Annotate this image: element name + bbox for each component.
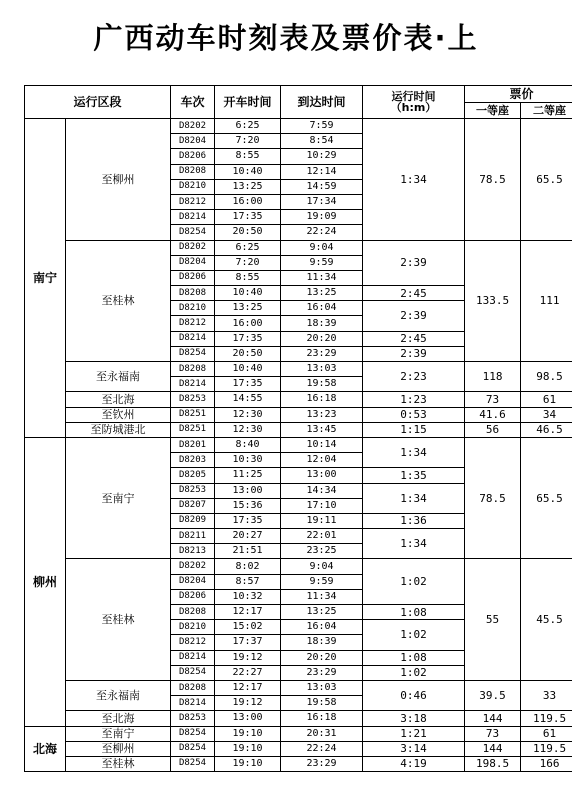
- train-number: D8212: [171, 316, 215, 331]
- arrive-time: 16:04: [281, 301, 363, 316]
- train-number: D8207: [171, 498, 215, 513]
- arrive-time: 18:39: [281, 316, 363, 331]
- depart-time: 19:10: [215, 756, 281, 771]
- arrive-time: 19:58: [281, 696, 363, 711]
- depart-time: 19:10: [215, 741, 281, 756]
- train-number: D8213: [171, 544, 215, 559]
- train-number: D8206: [171, 589, 215, 604]
- first-class-price: 56: [465, 422, 521, 437]
- header-row: [25, 86, 572, 103]
- second-class-price: 65.5: [521, 437, 572, 559]
- depart-time: 17:37: [215, 635, 281, 650]
- run-duration: 0:46: [363, 680, 465, 710]
- first-class-price: 78.5: [465, 119, 521, 241]
- depart-time: 16:00: [215, 194, 281, 209]
- run-duration: 3:14: [363, 741, 465, 756]
- train-number: D8203: [171, 453, 215, 468]
- second-class-price: 33: [521, 680, 572, 710]
- city-label: 南宁: [25, 119, 66, 438]
- arrive-time: 23:29: [281, 665, 363, 680]
- depart-time: 11:25: [215, 468, 281, 483]
- depart-time: 13:00: [215, 483, 281, 498]
- first-class-price: 78.5: [465, 437, 521, 559]
- train-number: D8254: [171, 225, 215, 240]
- table-row: [25, 240, 572, 255]
- depart-time: 17:35: [215, 377, 281, 392]
- train-number: D8214: [171, 696, 215, 711]
- depart-time: 15:36: [215, 498, 281, 513]
- table-row: [25, 119, 572, 134]
- arrive-time: 17:10: [281, 498, 363, 513]
- arrive-time: 7:59: [281, 119, 363, 134]
- depart-time: 19:10: [215, 726, 281, 741]
- second-class-price: 65.5: [521, 119, 572, 241]
- depart-time: 10:40: [215, 286, 281, 301]
- train-number: D8206: [171, 149, 215, 164]
- arrive-time: 18:39: [281, 635, 363, 650]
- first-class-price: 73: [465, 392, 521, 407]
- depart-time: 22:27: [215, 665, 281, 680]
- second-class-header: 二等座: [521, 103, 572, 119]
- first-class-price: 41.6: [465, 407, 521, 422]
- train-number: D8206: [171, 270, 215, 285]
- arrive-time: 16:04: [281, 620, 363, 635]
- train-number: D8254: [171, 741, 215, 756]
- second-class-price: 45.5: [521, 559, 572, 681]
- second-class-price: 98.5: [521, 362, 572, 392]
- train-number: D8204: [171, 134, 215, 149]
- arrive-time: 10:14: [281, 437, 363, 452]
- depart-time: 10:40: [215, 362, 281, 377]
- train-number: D8202: [171, 559, 215, 574]
- arrive-time: 13:45: [281, 422, 363, 437]
- train-number: D8254: [171, 665, 215, 680]
- arrive-time: 12:14: [281, 164, 363, 179]
- train-number: D8205: [171, 468, 215, 483]
- arrive-time: 11:34: [281, 270, 363, 285]
- run-duration: 4:19: [363, 756, 465, 771]
- depart-time: 17:35: [215, 210, 281, 225]
- destination-label: 至柳州: [66, 119, 171, 241]
- depart-time: 15:02: [215, 620, 281, 635]
- destination-label: 至南宁: [66, 726, 171, 741]
- arrive-time: 22:24: [281, 741, 363, 756]
- arrive-time: 9:59: [281, 574, 363, 589]
- destination-label: 至桂林: [66, 559, 171, 681]
- duration-header: [363, 86, 465, 119]
- run-duration: 1:15: [363, 422, 465, 437]
- arrive-time: 9:59: [281, 255, 363, 270]
- train-number: D8208: [171, 164, 215, 179]
- duration-header-label: 运行时间: [391, 90, 436, 103]
- train-number: D8214: [171, 331, 215, 346]
- train-number: D8214: [171, 210, 215, 225]
- depart-time: 20:50: [215, 346, 281, 361]
- section-header: 运行区段: [25, 86, 171, 119]
- second-class-price: 61: [521, 392, 572, 407]
- depart-time: 19:12: [215, 650, 281, 665]
- arrive-time: 14:59: [281, 179, 363, 194]
- arrive-header: 到达时间: [281, 86, 363, 119]
- depart-time: 13:25: [215, 179, 281, 194]
- run-duration: 2:39: [363, 346, 465, 361]
- arrive-time: 20:31: [281, 726, 363, 741]
- train-number: D8212: [171, 194, 215, 209]
- depart-time: 16:00: [215, 316, 281, 331]
- depart-header: 开车时间: [215, 86, 281, 119]
- run-duration: 1:35: [363, 468, 465, 483]
- destination-label: 至永福南: [66, 362, 171, 392]
- destination-label: 至钦州: [66, 407, 171, 422]
- table-row: [25, 680, 572, 695]
- table-row: [25, 437, 572, 452]
- arrive-time: 13:25: [281, 605, 363, 620]
- train-number: D8253: [171, 711, 215, 726]
- run-duration: 2:23: [363, 362, 465, 392]
- destination-label: 至南宁: [66, 437, 171, 559]
- run-duration: 1:34: [363, 483, 465, 513]
- train-number: D8209: [171, 513, 215, 528]
- train-number: D8254: [171, 756, 215, 771]
- city-label: 北海: [25, 726, 66, 772]
- arrive-time: 13:00: [281, 468, 363, 483]
- train-number: D8210: [171, 301, 215, 316]
- run-duration: 1:02: [363, 559, 465, 605]
- depart-time: 8:02: [215, 559, 281, 574]
- first-class-price: 198.5: [465, 756, 521, 771]
- second-class-price: 46.5: [521, 422, 572, 437]
- arrive-time: 19:09: [281, 210, 363, 225]
- timetable: [24, 85, 572, 772]
- depart-time: 20:50: [215, 225, 281, 240]
- run-duration: 1:36: [363, 513, 465, 528]
- destination-label: 至永福南: [66, 680, 171, 710]
- train-number: D8212: [171, 635, 215, 650]
- first-class-price: 55: [465, 559, 521, 681]
- run-duration: 1:34: [363, 119, 465, 241]
- arrive-time: 9:04: [281, 240, 363, 255]
- arrive-time: 8:54: [281, 134, 363, 149]
- arrive-time: 23:25: [281, 544, 363, 559]
- depart-time: 12:30: [215, 407, 281, 422]
- train-number: D8202: [171, 240, 215, 255]
- arrive-time: 22:01: [281, 529, 363, 544]
- train-number: D8251: [171, 422, 215, 437]
- train-number: D8201: [171, 437, 215, 452]
- run-duration: 1:02: [363, 620, 465, 650]
- destination-label: 至桂林: [66, 240, 171, 362]
- arrive-time: 9:04: [281, 559, 363, 574]
- train-header: 车次: [171, 86, 215, 119]
- arrive-time: 19:58: [281, 377, 363, 392]
- destination-label: 至北海: [66, 392, 171, 407]
- table-row: [25, 741, 572, 756]
- train-number: D8202: [171, 119, 215, 134]
- table-row: [25, 392, 572, 407]
- table-row: [25, 362, 572, 377]
- train-number: D8208: [171, 680, 215, 695]
- first-class-price: 144: [465, 711, 521, 726]
- arrive-time: 10:29: [281, 149, 363, 164]
- depart-time: 10:30: [215, 453, 281, 468]
- destination-label: 至防城港北: [66, 422, 171, 437]
- first-class-header: 一等座: [465, 103, 521, 119]
- first-class-price: 73: [465, 726, 521, 741]
- depart-time: 6:25: [215, 119, 281, 134]
- arrive-time: 16:18: [281, 392, 363, 407]
- arrive-time: 19:11: [281, 513, 363, 528]
- depart-time: 20:27: [215, 529, 281, 544]
- fare-header: 票价: [465, 86, 572, 103]
- second-class-price: 166: [521, 756, 572, 771]
- run-duration: 0:53: [363, 407, 465, 422]
- depart-time: 7:20: [215, 134, 281, 149]
- depart-time: 19:12: [215, 696, 281, 711]
- depart-time: 17:35: [215, 513, 281, 528]
- train-number: D8204: [171, 574, 215, 589]
- train-number: D8208: [171, 286, 215, 301]
- arrive-time: 12:04: [281, 453, 363, 468]
- train-number: D8253: [171, 483, 215, 498]
- duration-header-unit: （h:m）: [390, 101, 437, 114]
- first-class-price: 39.5: [465, 680, 521, 710]
- second-class-price: 61: [521, 726, 572, 741]
- first-class-price: 144: [465, 741, 521, 756]
- train-number: D8208: [171, 605, 215, 620]
- depart-time: 12:17: [215, 605, 281, 620]
- arrive-time: 17:34: [281, 194, 363, 209]
- run-duration: 1:21: [363, 726, 465, 741]
- run-duration: 1:34: [363, 529, 465, 559]
- arrive-time: 20:20: [281, 650, 363, 665]
- table-row: [25, 726, 572, 741]
- train-number: D8254: [171, 726, 215, 741]
- table-row: [25, 559, 572, 574]
- depart-time: 8:40: [215, 437, 281, 452]
- depart-time: 17:35: [215, 331, 281, 346]
- train-number: D8253: [171, 392, 215, 407]
- destination-label: 至桂林: [66, 756, 171, 771]
- table-row: [25, 711, 572, 726]
- arrive-time: 11:34: [281, 589, 363, 604]
- run-duration: 1:02: [363, 665, 465, 680]
- arrive-time: 23:29: [281, 346, 363, 361]
- train-number: D8211: [171, 529, 215, 544]
- train-number: D8204: [171, 255, 215, 270]
- depart-time: 10:32: [215, 589, 281, 604]
- destination-label: 至北海: [66, 711, 171, 726]
- run-duration: 2:39: [363, 240, 465, 286]
- depart-time: 7:20: [215, 255, 281, 270]
- second-class-price: 111: [521, 240, 572, 362]
- depart-time: 6:25: [215, 240, 281, 255]
- page-title: 广西动车时刻表及票价表·上: [93, 21, 479, 55]
- depart-time: 8:55: [215, 270, 281, 285]
- train-number: D8254: [171, 346, 215, 361]
- depart-time: 21:51: [215, 544, 281, 559]
- first-class-price: 133.5: [465, 240, 521, 362]
- depart-time: 13:25: [215, 301, 281, 316]
- arrive-time: 13:23: [281, 407, 363, 422]
- depart-time: 8:57: [215, 574, 281, 589]
- arrive-time: 22:24: [281, 225, 363, 240]
- city-label: 柳州: [25, 437, 66, 726]
- arrive-time: 13:25: [281, 286, 363, 301]
- train-number: D8210: [171, 620, 215, 635]
- run-duration: 1:08: [363, 650, 465, 665]
- train-number: D8208: [171, 362, 215, 377]
- depart-time: 8:55: [215, 149, 281, 164]
- run-duration: 3:18: [363, 711, 465, 726]
- table-row: [25, 422, 572, 437]
- arrive-time: 23:29: [281, 756, 363, 771]
- run-duration: 2:39: [363, 301, 465, 331]
- depart-time: 12:30: [215, 422, 281, 437]
- run-duration: 1:23: [363, 392, 465, 407]
- second-class-price: 119.5: [521, 741, 572, 756]
- first-class-price: 118: [465, 362, 521, 392]
- depart-time: 14:55: [215, 392, 281, 407]
- train-number: D8214: [171, 377, 215, 392]
- second-class-price: 34: [521, 407, 572, 422]
- timetable-body: [25, 119, 572, 772]
- train-number: D8214: [171, 650, 215, 665]
- arrive-time: 14:34: [281, 483, 363, 498]
- arrive-time: 13:03: [281, 680, 363, 695]
- train-number: D8210: [171, 179, 215, 194]
- train-number: D8251: [171, 407, 215, 422]
- depart-time: 10:40: [215, 164, 281, 179]
- run-duration: 1:34: [363, 437, 465, 467]
- destination-label: 至柳州: [66, 741, 171, 756]
- run-duration: 2:45: [363, 331, 465, 346]
- run-duration: 2:45: [363, 286, 465, 301]
- arrive-time: 16:18: [281, 711, 363, 726]
- depart-time: 12:17: [215, 680, 281, 695]
- depart-time: 13:00: [215, 711, 281, 726]
- table-row: [25, 756, 572, 771]
- run-duration: 1:08: [363, 605, 465, 620]
- second-class-price: 119.5: [521, 711, 572, 726]
- table-row: [25, 407, 572, 422]
- arrive-time: 20:20: [281, 331, 363, 346]
- arrive-time: 13:03: [281, 362, 363, 377]
